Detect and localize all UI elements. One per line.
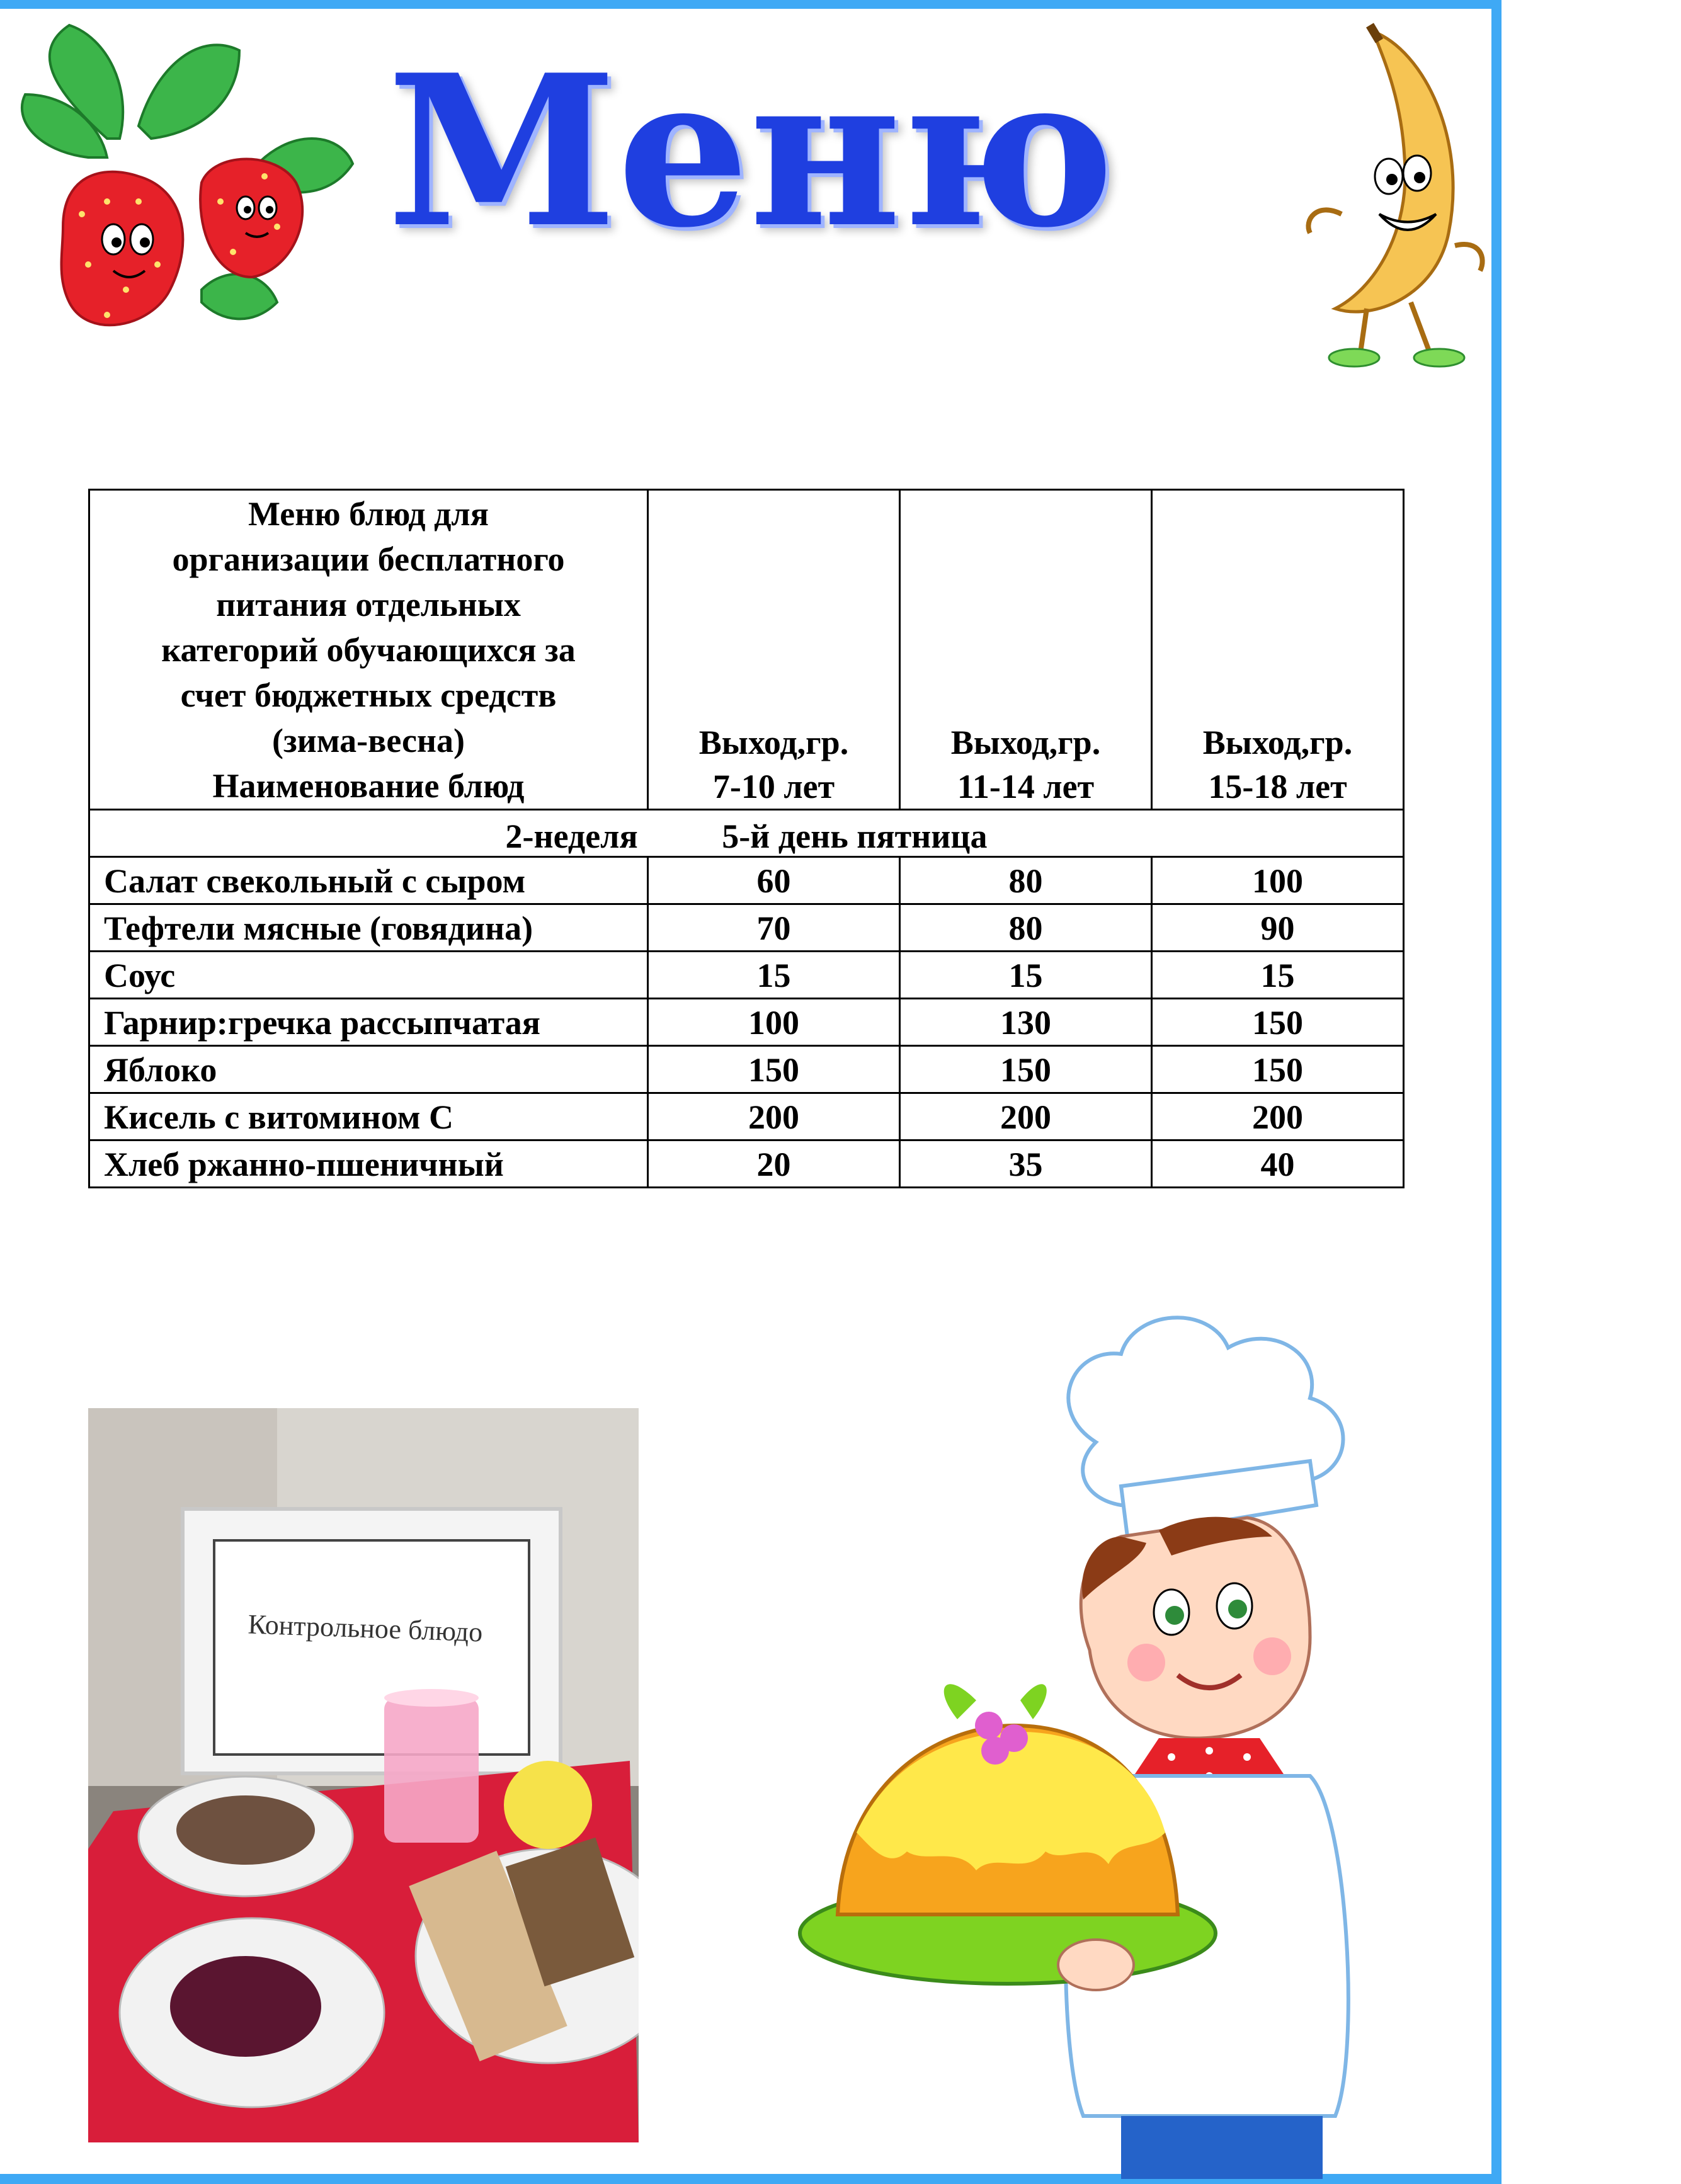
control-dish-photo (88, 1408, 639, 2142)
table-row (89, 1046, 1404, 1093)
header-line: (зима-весна) (271, 722, 465, 759)
table-row (89, 1140, 1404, 1188)
header-col-label: Выход,гр. (1202, 724, 1353, 761)
header-line: организации бесплатного (172, 540, 565, 578)
portion-15-18: 200 (1152, 1093, 1404, 1140)
header-dish-name (89, 490, 648, 810)
table-row (89, 952, 1404, 999)
header-col-label: Выход,гр. (698, 724, 849, 761)
banana-illustration (1266, 13, 1493, 372)
dish-name: Тефтели мясные (говядина) (89, 904, 648, 952)
header-line: питания отдельных (216, 586, 521, 623)
header-col-15-18 (1152, 490, 1404, 810)
table-row (89, 857, 1404, 904)
table-row (89, 1093, 1404, 1140)
dish-name: Кисель с витомином С (89, 1093, 648, 1140)
header-col-age: 11-14 лет (957, 768, 1095, 805)
header-col-11-14 (900, 490, 1152, 810)
dish-name: Хлеб ржанно-пшеничный (89, 1140, 648, 1188)
portion-7-10: 15 (648, 952, 900, 999)
header-col-age: 15-18 лет (1208, 768, 1347, 805)
portion-11-14: 200 (900, 1093, 1152, 1140)
portion-15-18: 100 (1152, 857, 1404, 904)
portion-7-10: 70 (648, 904, 900, 952)
header-line: счет бюджетных средств (180, 676, 557, 714)
portion-7-10: 200 (648, 1093, 900, 1140)
week-day-cell (89, 810, 1404, 857)
day-label: 5-й день пятница (722, 817, 988, 855)
chef-illustration (768, 1297, 1493, 2179)
header-line: категорий обучающихся за (161, 631, 576, 669)
frame-right-border (1491, 0, 1502, 2184)
portion-11-14: 80 (900, 857, 1152, 904)
portion-15-18: 150 (1152, 999, 1404, 1046)
dish-name: Соус (89, 952, 648, 999)
header-line: Наименование блюд (212, 767, 525, 805)
portion-7-10: 60 (648, 857, 900, 904)
frame-top-border (0, 0, 1502, 9)
portion-15-18: 40 (1152, 1140, 1404, 1188)
header-col-age: 7-10 лет (712, 768, 835, 805)
portion-7-10: 100 (648, 999, 900, 1046)
dish-name: Салат свекольный с сыром (89, 857, 648, 904)
page-title: Меню (387, 29, 1115, 273)
header-col-7-10 (648, 490, 900, 810)
portion-11-14: 150 (900, 1046, 1152, 1093)
dish-name: Гарнир:гречка рассыпчатая (89, 999, 648, 1046)
week-day-row (89, 810, 1404, 857)
header-col-label: Выход,гр. (950, 724, 1101, 761)
portion-11-14: 35 (900, 1140, 1152, 1188)
table-header-row (89, 490, 1404, 810)
portion-15-18: 150 (1152, 1046, 1404, 1093)
portion-11-14: 130 (900, 999, 1152, 1046)
portion-11-14: 80 (900, 904, 1152, 952)
table-row (89, 999, 1404, 1046)
portion-7-10: 150 (648, 1046, 900, 1093)
menu-table (88, 489, 1405, 1188)
portion-7-10: 20 (648, 1140, 900, 1188)
table-row (89, 904, 1404, 952)
portion-11-14: 15 (900, 952, 1152, 999)
control-dish-sign: Контрольное блюдо (247, 1608, 484, 1648)
dish-name: Яблоко (89, 1046, 648, 1093)
portion-15-18: 15 (1152, 952, 1404, 999)
header-line: Меню блюд для (248, 495, 489, 533)
portion-15-18: 90 (1152, 904, 1404, 952)
week-label: 2-неделя (505, 817, 638, 855)
